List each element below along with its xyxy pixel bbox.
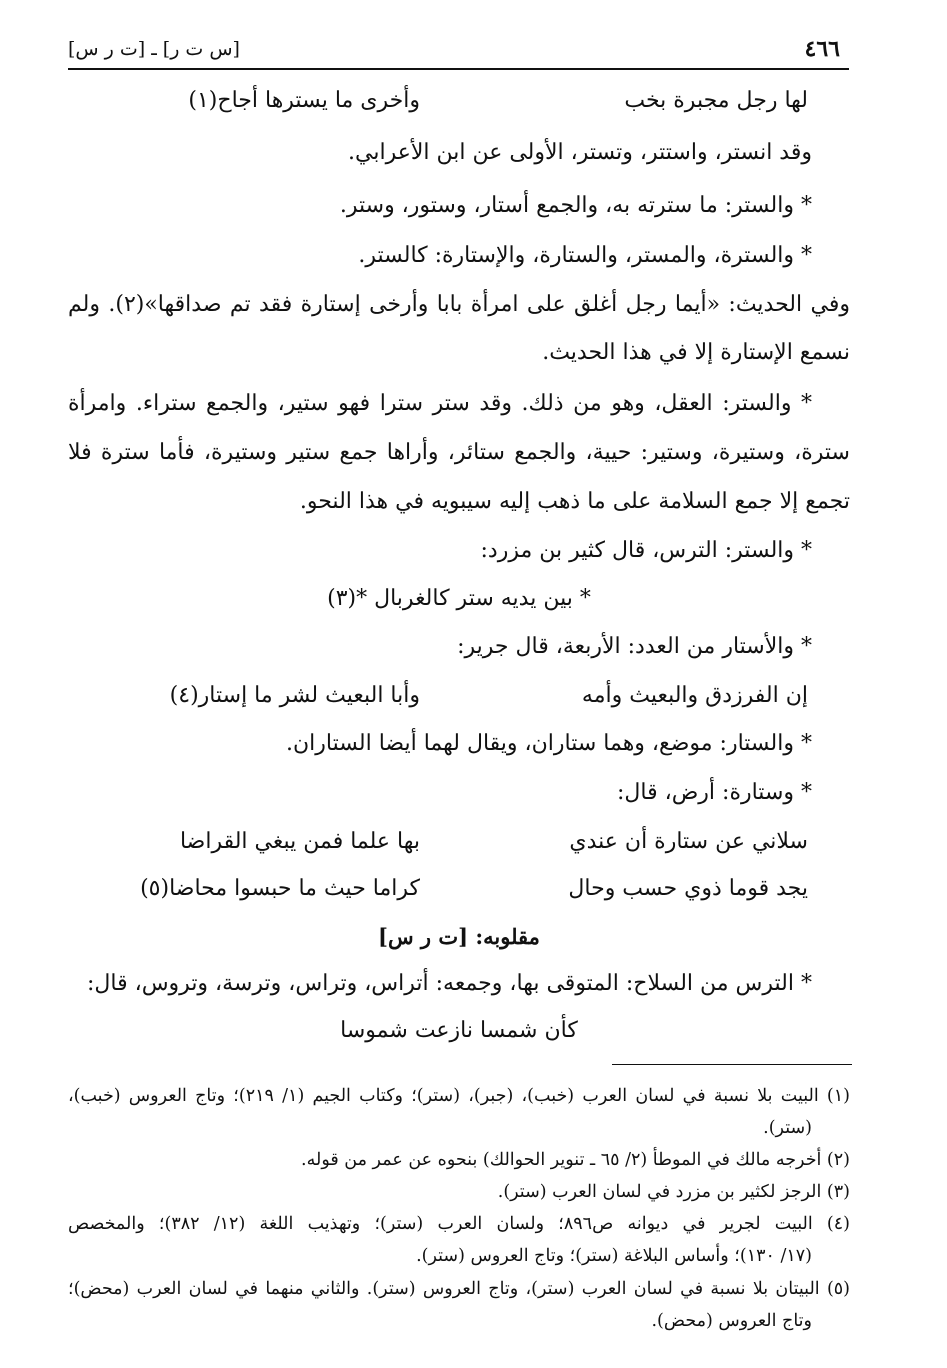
- paragraph-line: * وستارة: أرض، قال:: [617, 780, 812, 805]
- footnote-line: (٥) البيتان بلا نسبة في لسان العرب (ستر)، وتاج العروس (ستر). والثاني منهما في لسان العرب (محض)؛: [68, 1279, 850, 1299]
- running-head: [68, 30, 848, 66]
- paragraph-line: * والستار: موضع، وهما ستاران، ويقال لهما أيضا الستاران.: [286, 731, 812, 756]
- paragraph-line: * والستر: ما سترته به، والجمع أستار، وستور، وستر.: [339, 193, 812, 218]
- footnote-line: (٣) الرجز لكثير بن مزرد في لسان العرب (ستر).: [497, 1182, 850, 1202]
- paragraph-line: * والأستار من العدد: الأربعة، قال جرير:: [457, 634, 812, 659]
- verse-hemistich: إن الفرزدق والبعيث وأمه: [581, 683, 808, 708]
- paragraph-line: * الترس من السلاح: المتوقى بها، وجمعه: أتراس، وتراس، وترسة، وتروس، قال:: [86, 971, 812, 996]
- verse-line: [68, 876, 850, 908]
- footnote-line: (١٧/ ١٣٠)؛ وأساس البلاغة (ستر)؛ وتاج العروس (ستر).: [416, 1246, 812, 1266]
- verse-hemistich: لها رجل مجبرة بخب: [624, 88, 808, 113]
- verse-hemistich: سلاني عن ستارة أن عندي: [569, 829, 808, 854]
- footnote-line: (ستر).: [763, 1118, 812, 1138]
- footnote-line: (١) البيت بلا نسبة في لسان العرب (خبب)، (جبر)، (ستر)؛ وكتاب الجيم (١/ ٢١٩)؛ وتاج العروس (خبب)،: [68, 1086, 850, 1106]
- footnote-rule: [612, 1064, 852, 1065]
- verse-line: [68, 683, 850, 715]
- verse-hemistich: وأخرى ما يسترها أجاح(١): [188, 88, 420, 113]
- page-number: ٤٦٦: [804, 36, 840, 62]
- verse-line: [68, 829, 850, 861]
- rajaz-line: * بين يديه ستر كالغربال *(٣): [327, 586, 591, 611]
- header-rule: [68, 68, 849, 70]
- footnote-line: (٤) البيت لجرير في ديوانه ص٨٩٦؛ ولسان العرب (ستر)؛ وتهذيب اللغة (١٢/ ٣٨٢)؛ والمخصص: [68, 1214, 850, 1234]
- paragraph-line: نسمع الإستارة إلا في هذا الحديث.: [542, 340, 850, 365]
- verse-hemistich: وأبا البعيث لشر ما إستار(٤): [169, 683, 420, 708]
- paragraph-line: تجمع إلا جمع السلامة على ما ذهب إليه سيبويه في هذا النحو.: [299, 489, 850, 514]
- paragraph-line: وفي الحديث: «أيما رجل أغلق على امرأة بابا وأرخى إستارة فقد تم صداقها»(٢). ولم: [68, 292, 850, 317]
- rajaz-line: كأن شمسا نازعت شموسا: [340, 1018, 578, 1043]
- verse-hemistich: كراما حيث ما حبسوا محاضا(٥): [140, 876, 420, 901]
- paragraph-line: سترة، وستيرة، وستير: حيية، والجمع ستائر، وأراها جمع ستير وستيرة، فأما سترة فلا: [68, 440, 850, 465]
- verse-hemistich: بها علما فمن يبغي القراضا: [179, 829, 420, 854]
- paragraph-line: * والستر: الترس، قال كثير بن مزرد:: [480, 538, 812, 563]
- paragraph-line: * والستر: العقل، وهو من ذلك. وقد ستر سترا فهو ستير، والجمع ستراء. وامرأة: [68, 391, 812, 416]
- section-subheading: مقلوبه: [ت ر س]: [378, 924, 540, 949]
- paragraph-line: * والسترة، والمستر، والستارة، والإستارة: كالستر.: [358, 243, 812, 268]
- verse-hemistich: يجد قوما ذوي حسب وحال: [568, 876, 808, 901]
- verse-line: [68, 88, 850, 120]
- footnote-line: وتاج العروس (محض).: [651, 1311, 812, 1331]
- paragraph-line: وقد انستر، واستتر، وتستر، الأولى عن ابن الأعرابي.: [348, 140, 812, 165]
- section-key: [س ت ر] ـ [ت ر س]: [68, 38, 240, 60]
- footnote-line: (٢) أخرجه مالك في الموطأ (٢/ ٦٥ ـ تنوير الحوالك) بنحوه عن عمر من قوله.: [301, 1150, 850, 1170]
